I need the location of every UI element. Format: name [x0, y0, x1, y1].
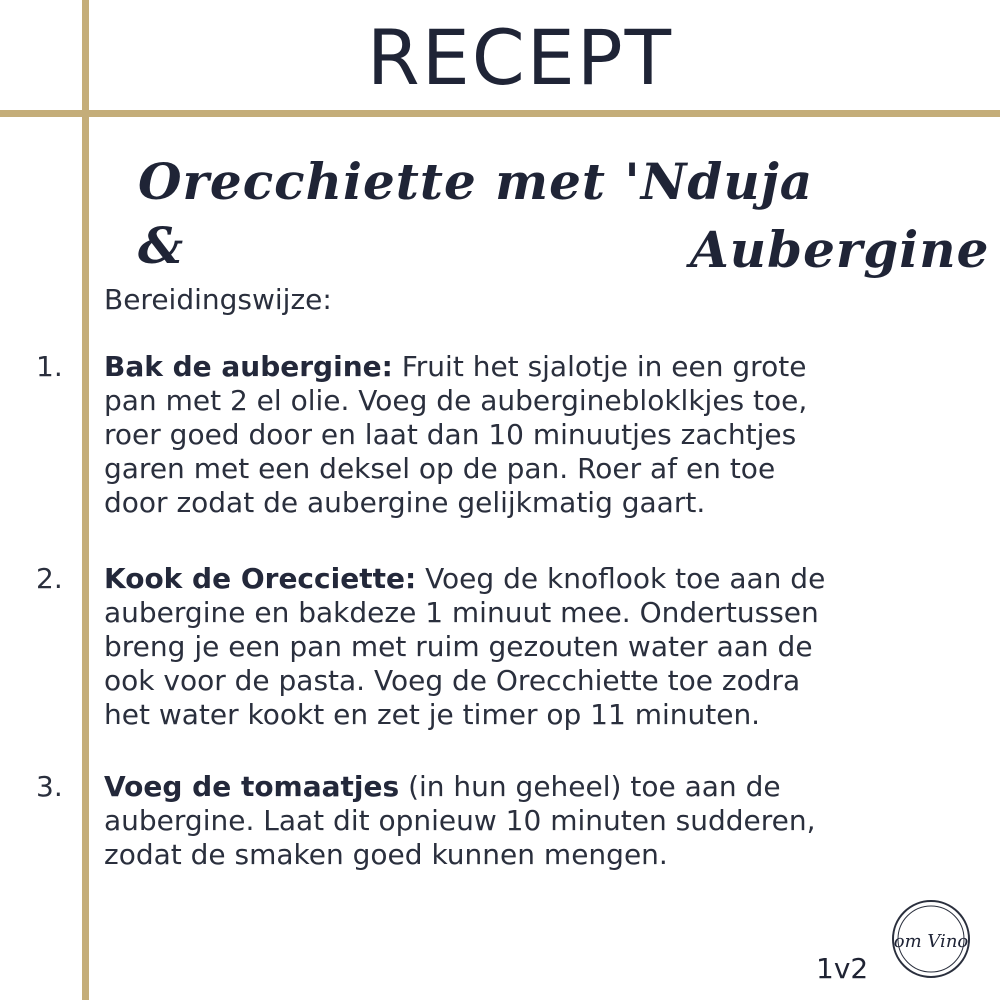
step-line: Fruit het sjalotje in een grote — [392, 350, 807, 383]
page-title: RECEPT — [366, 13, 674, 102]
step-3 — [104, 770, 976, 872]
step-line: roer goed door en laat dan 10 minuutjes zachtjes — [104, 418, 797, 451]
svg-text:om Vino: om Vino — [893, 931, 969, 952]
page-indicator: 1v2 — [816, 952, 869, 985]
step-number-3: 3. — [36, 770, 63, 803]
comvino-logo-icon — [890, 898, 972, 980]
step-heading: Kook de Orecciette: — [104, 562, 417, 595]
step-line: door zodat de aubergine gelijkmatig gaart. — [104, 486, 706, 519]
step-line: breng je een pan met ruim gezouten water aan de — [104, 630, 813, 663]
step-line: (in hun geheel) toe aan de — [399, 770, 781, 803]
step-line: garen met een deksel op de pan. Roer af en toe — [104, 452, 776, 485]
step-line: Voeg de knoflook toe aan de — [416, 562, 826, 595]
step-number-1: 1. — [36, 350, 63, 383]
step-number-2: 2. — [36, 562, 63, 595]
step-2 — [104, 562, 976, 732]
step-heading: Bak de aubergine: — [104, 350, 393, 383]
step-1 — [104, 350, 976, 520]
step-line: aubergine. Laat dit opnieuw 10 minuten sudderen, — [104, 804, 816, 837]
step-line: zodat de smaken goed kunnen mengen. — [104, 838, 668, 871]
step-heading: Voeg de tomaatjes — [104, 770, 400, 803]
horizontal-divider — [0, 110, 1000, 117]
step-line: aubergine en bakdeze 1 minuut mee. Ondertussen — [104, 596, 819, 629]
section-label: Bereidingswijze: — [104, 283, 332, 316]
step-line: ook voor de pasta. Voeg de Orecchiette toe zodra — [104, 664, 801, 697]
vertical-divider — [82, 0, 89, 1000]
step-line: het water kookt en zet je timer op 11 minuten. — [104, 698, 761, 731]
step-line: pan met 2 el olie. Voeg de auberginebloklkjes toe, — [104, 384, 808, 417]
recipe-title-line-1: Orecchiette met 'Nduja & — [138, 152, 814, 275]
recipe-title-line-2: Aubergine — [690, 220, 990, 279]
